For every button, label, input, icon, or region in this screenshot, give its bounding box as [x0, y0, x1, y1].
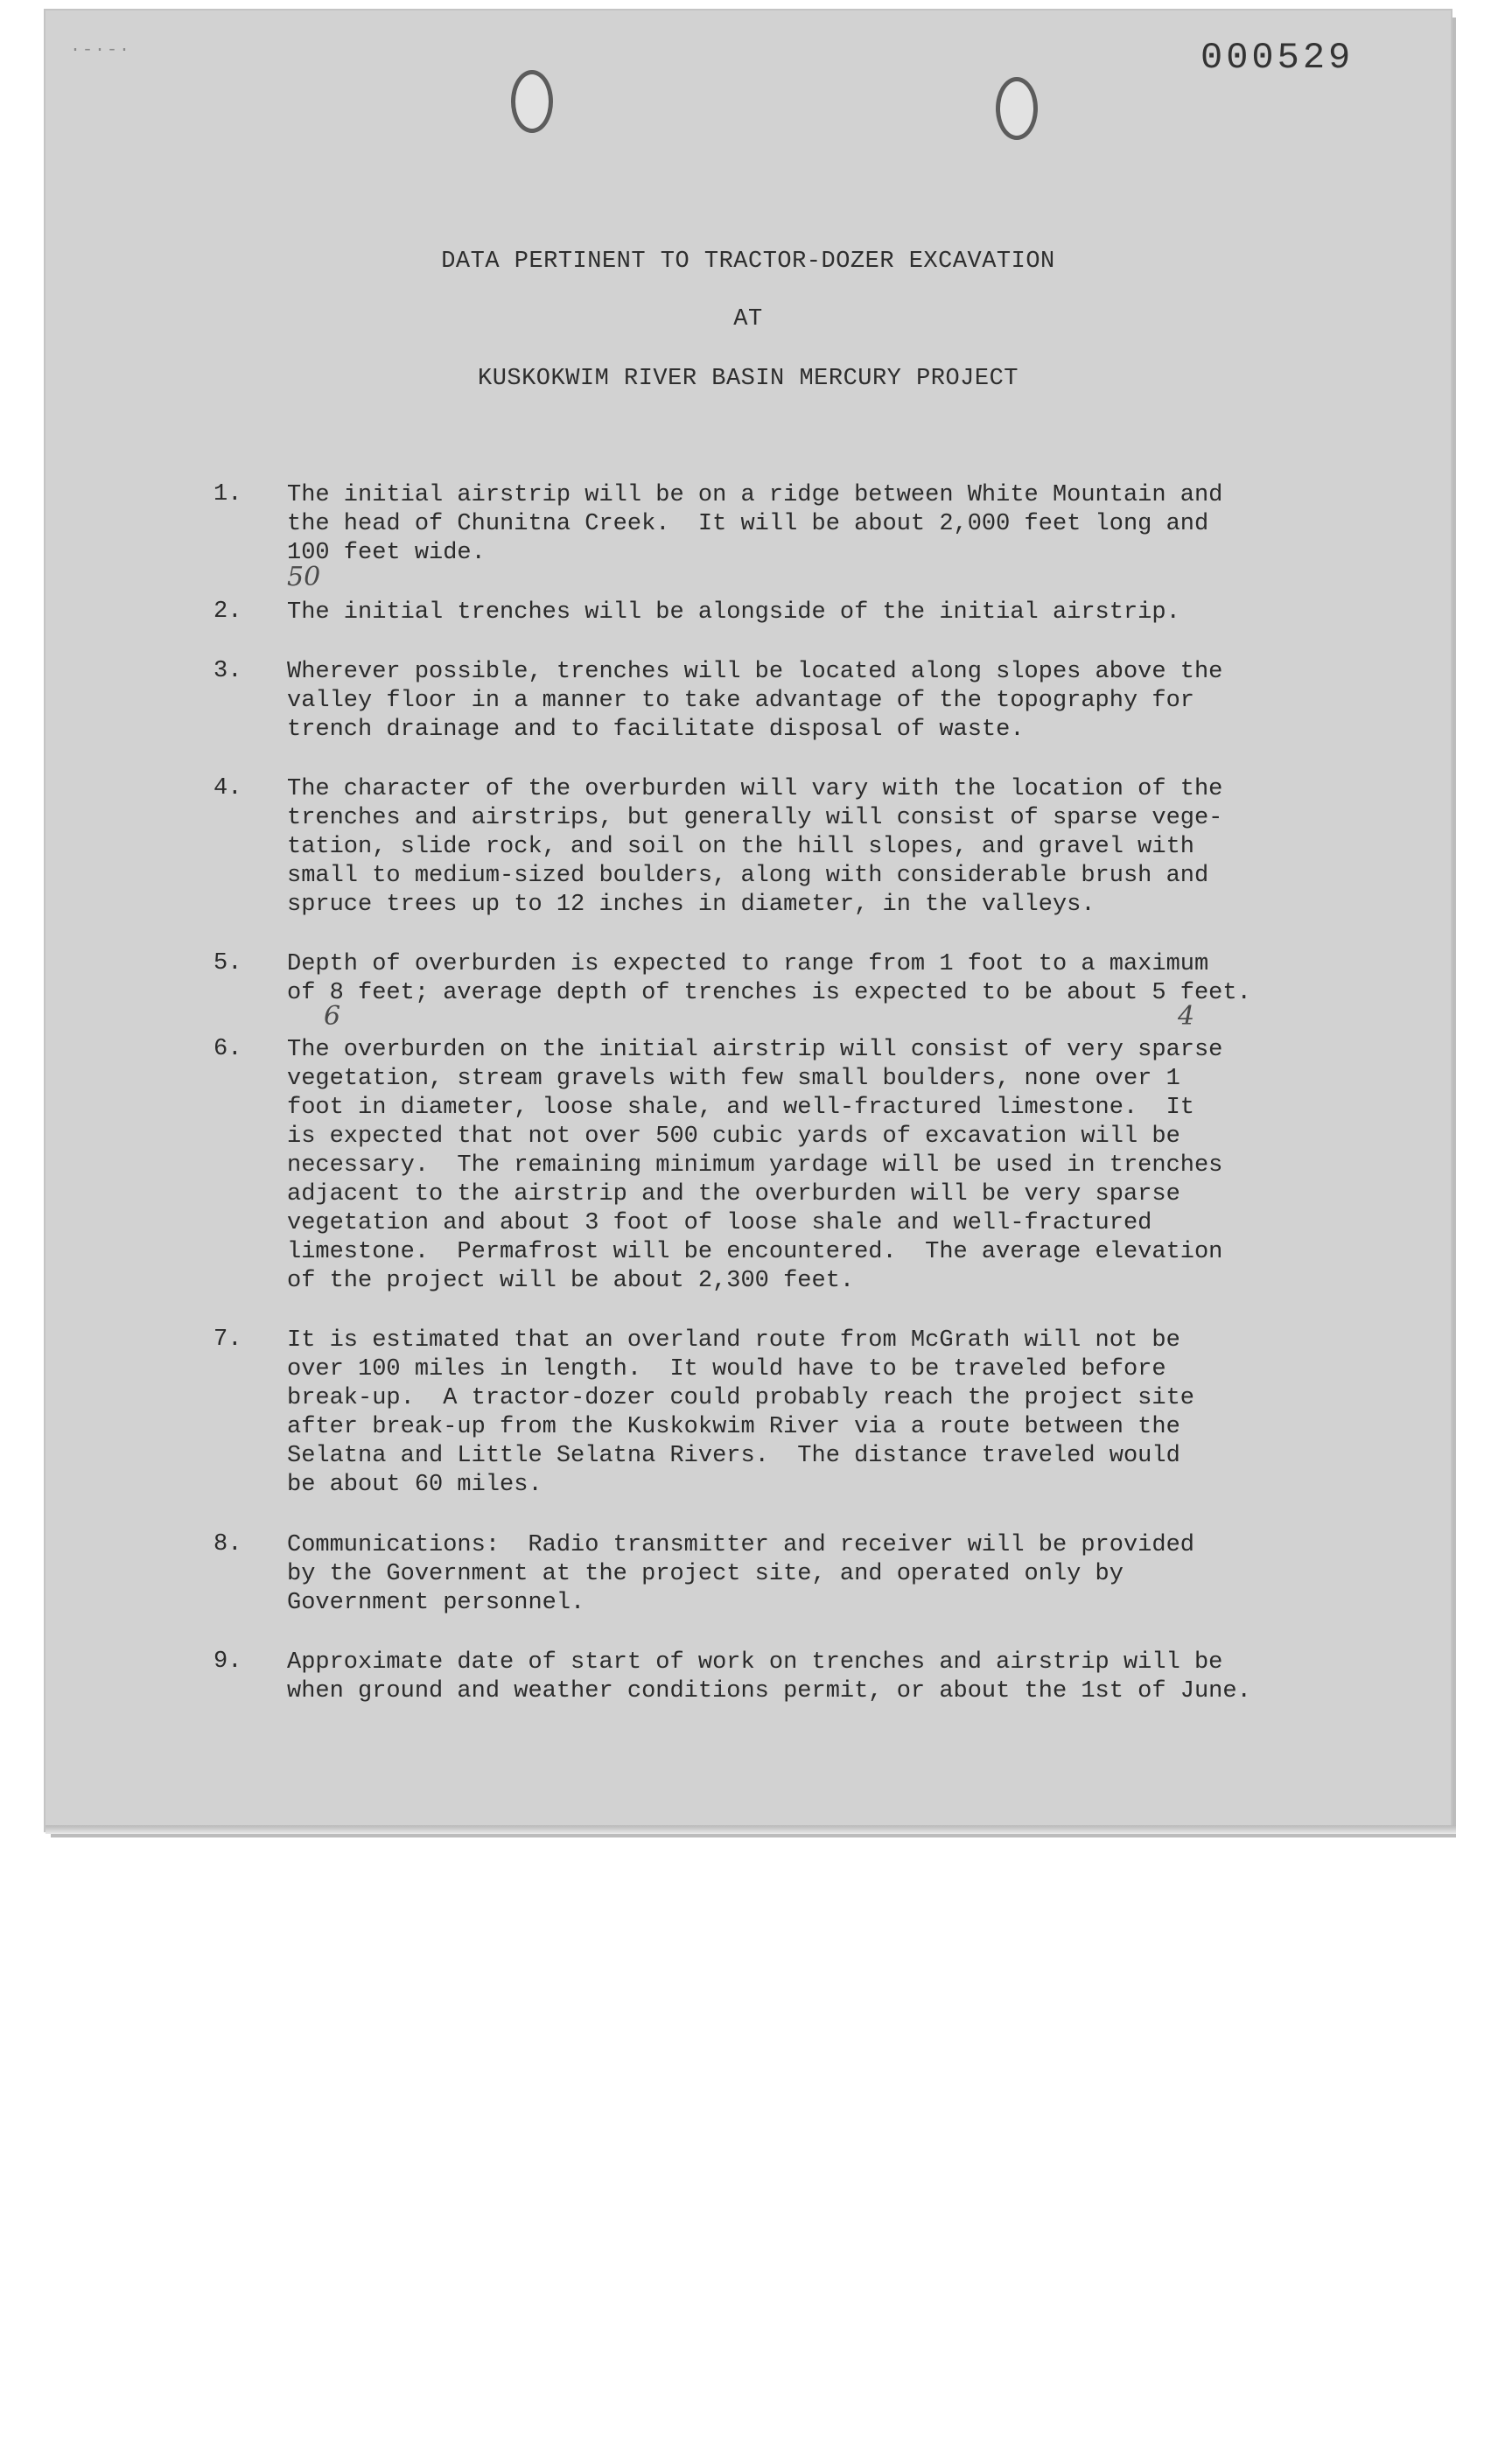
- item-number: 7.: [214, 1326, 242, 1353]
- item-number: 8.: [214, 1531, 242, 1558]
- item-text: Approximate date of start of work on trenches and airstrip will be when ground and weather conditions permit, or about the 1st of June.: [287, 1649, 1251, 1704]
- handwritten-correction-max-depth: 6: [324, 1001, 341, 1032]
- page-edge-shadow: [46, 1825, 1456, 1834]
- title-connector: AT: [733, 306, 763, 332]
- handwritten-correction-average-depth: 4: [1178, 1001, 1195, 1032]
- handwritten-correction: 50: [287, 562, 321, 592]
- page-number: 000529: [1200, 37, 1354, 79]
- punch-hole-right: [996, 77, 1038, 140]
- item-text: Communications: Radio transmitter and receiver will be provided by the Government at the project site, and operated only by Government personnel.: [287, 1532, 1194, 1616]
- item-number: 9.: [214, 1648, 242, 1675]
- item-text: Depth of overburden is expected to range from 1 foot to a maximum of 8 feet; average depth of trenches is expected to be about 5 feet.: [287, 951, 1251, 1006]
- faint-stamp-mark: ·-·-·: [70, 40, 132, 60]
- punch-hole-left: [511, 70, 553, 133]
- item-text: The overburden on the initial airstrip will consist of very sparse vegetation, stream gravels with few small boulders, none over 1 foot in diameter, loose shale, and well-fractured limestone. It is expected that not over 500 cubic yards of excavation will be necessary. The remaining minimum yardage will be used in trenches adjacent to the airstrip and the overburden will be very sparse vegetation and about 3 foot of loose shale and well-fractured limestone. Permafrost will be encountered. The average elevation of the project will be about 2,300 feet.: [287, 1037, 1223, 1294]
- item-text: The initial trenches will be alongside of the initial airstrip.: [287, 599, 1180, 626]
- item-text: The character of the overburden will vary with the location of the trenches and airstrips, but generally will consist of sparse vege- tation, slide rock, and soil on the hill slopes, and gravel with small to medium-sized boulders, along with considerable brush and spruce trees up to 12 inches in diameter, in the valleys.: [287, 776, 1223, 918]
- document-title: DATA PERTINENT TO TRACTOR-DOZER EXCAVATION: [441, 248, 1055, 275]
- item-number: 5.: [214, 950, 242, 976]
- item-number: 3.: [214, 658, 242, 684]
- item-text: It is estimated that an overland route from McGrath will not be over 100 miles in length. It would have to be traveled before break-up. A tractor-dozer could probably reach the project site after break-up from the Kuskokwim River via a route between the Selatna and Little Selatna Rivers. The distance traveled would be about 60 miles.: [287, 1327, 1194, 1498]
- item-text: The initial airstrip will be on a ridge between White Mountain and the head of Chunitna Creek. It will be about 2,000 feet long and 100 feet wide.: [287, 482, 1223, 566]
- item-number: 1.: [214, 481, 242, 508]
- item-number: 2.: [214, 598, 242, 625]
- item-number: 6.: [214, 1036, 242, 1062]
- project-name: KUSKOKWIM RIVER BASIN MERCURY PROJECT: [478, 366, 1018, 392]
- item-number: 4.: [214, 775, 242, 802]
- item-text: Wherever possible, trenches will be located along slopes above the valley floor in a manner to take advantage of the topography for trench drainage and to facilitate disposal of waste.: [287, 659, 1223, 743]
